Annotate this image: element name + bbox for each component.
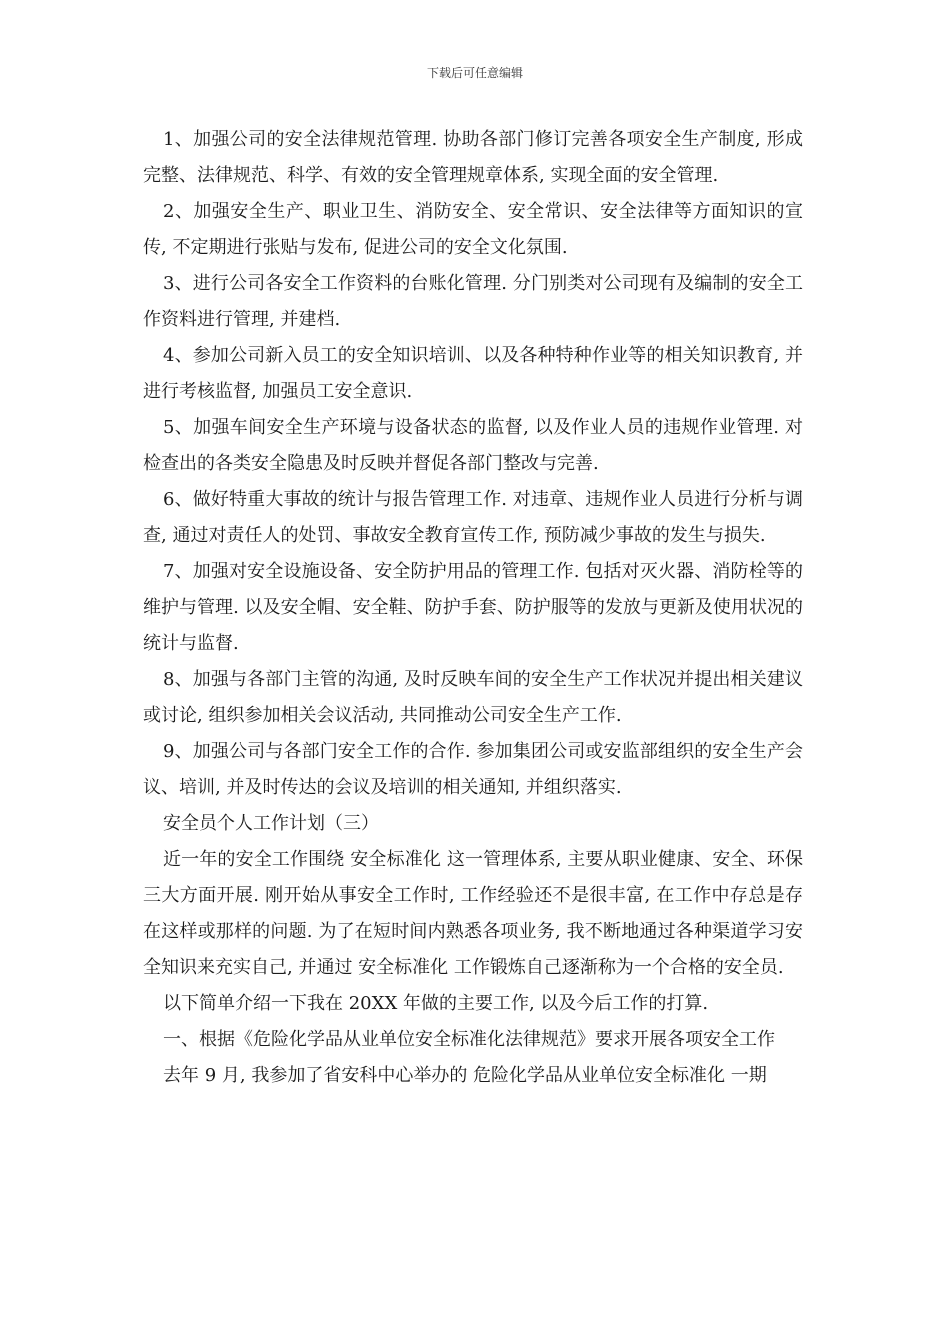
paragraph-10: 近一年的安全工作围绕 安全标准化 这一管理体系, 主要从职业健康、安全、环保三大方面开展. 刚开始从事安全工作时, 工作经验还不是很丰富, 在工作中存总是存在这样或那样的问题. 为了在短时间内熟悉各项业务, 我不断地通过各种渠道学习安全知识来充实自己, 并通过 安全标准化 工作锻炼自己逐渐称为一个合格的安全员. bbox=[143, 849, 803, 978]
paragraph-8: 8、加强与各部门主管的沟通, 及时反映车间的安全生产工作状况并提出相关建议或讨论, 组织参加相关会议活动, 共同推动公司安全生产工作. bbox=[143, 669, 803, 726]
paragraph-12: 一、根据《危险化学品从业单位安全标准化法律规范》要求开展各项安全工作 bbox=[163, 1029, 775, 1050]
paragraph-2: 2、加强安全生产、职业卫生、消防安全、安全常识、安全法律等方面知识的宣传, 不定期进行张贴与发布, 促进公司的安全文化氛围. bbox=[143, 201, 803, 258]
document-body bbox=[143, 122, 803, 1094]
paragraph-13: 去年 9 月, 我参加了省安科中心举办的 危险化学品从业单位安全标准化 一期 bbox=[163, 1065, 767, 1086]
paragraph-7: 7、加强对安全设施设备、安全防护用品的管理工作. 包括对灭火器、消防栓等的维护与管理. 以及安全帽、安全鞋、防护手套、防护服等的发放与更新及使用状况的统计与监督. bbox=[143, 561, 803, 654]
paragraph-6: 6、做好特重大事故的统计与报告管理工作. 对违章、违规作业人员进行分析与调查, 通过对责任人的处罚、事故安全教育宣传工作, 预防减少事故的发生与损失. bbox=[143, 489, 803, 546]
page-header-note: 下载后可任意编辑 bbox=[426, 66, 523, 80]
paragraph-1: 1、加强公司的安全法律规范管理. 协助各部门修订完善各项安全生产制度, 形成完整、法律规范、科学、有效的安全管理规章体系, 实现全面的安全管理. bbox=[143, 129, 803, 186]
paragraph-3: 3、进行公司各安全工作资料的台账化管理. 分门别类对公司现有及编制的安全工作资料进行管理, 并建档. bbox=[143, 273, 803, 330]
section-heading: 安全员个人工作计划（三） bbox=[163, 813, 379, 834]
paragraph-11: 以下简单介绍一下我在 20XX 年做的主要工作, 以及今后工作的打算. bbox=[163, 993, 709, 1014]
paragraph-5: 5、加强车间安全生产环境与设备状态的监督, 以及作业人员的违规作业管理. 对检查出的各类安全隐患及时反映并督促各部门整改与完善. bbox=[143, 417, 803, 474]
paragraph-4: 4、参加公司新入员工的安全知识培训、以及各种特种作业等的相关知识教育, 并进行考核监督, 加强员工安全意识. bbox=[143, 345, 803, 402]
paragraph-9: 9、加强公司与各部门安全工作的合作. 参加集团公司或安监部组织的安全生产会议、培训, 并及时传达的会议及培训的相关通知, 并组织落实. bbox=[143, 741, 803, 798]
